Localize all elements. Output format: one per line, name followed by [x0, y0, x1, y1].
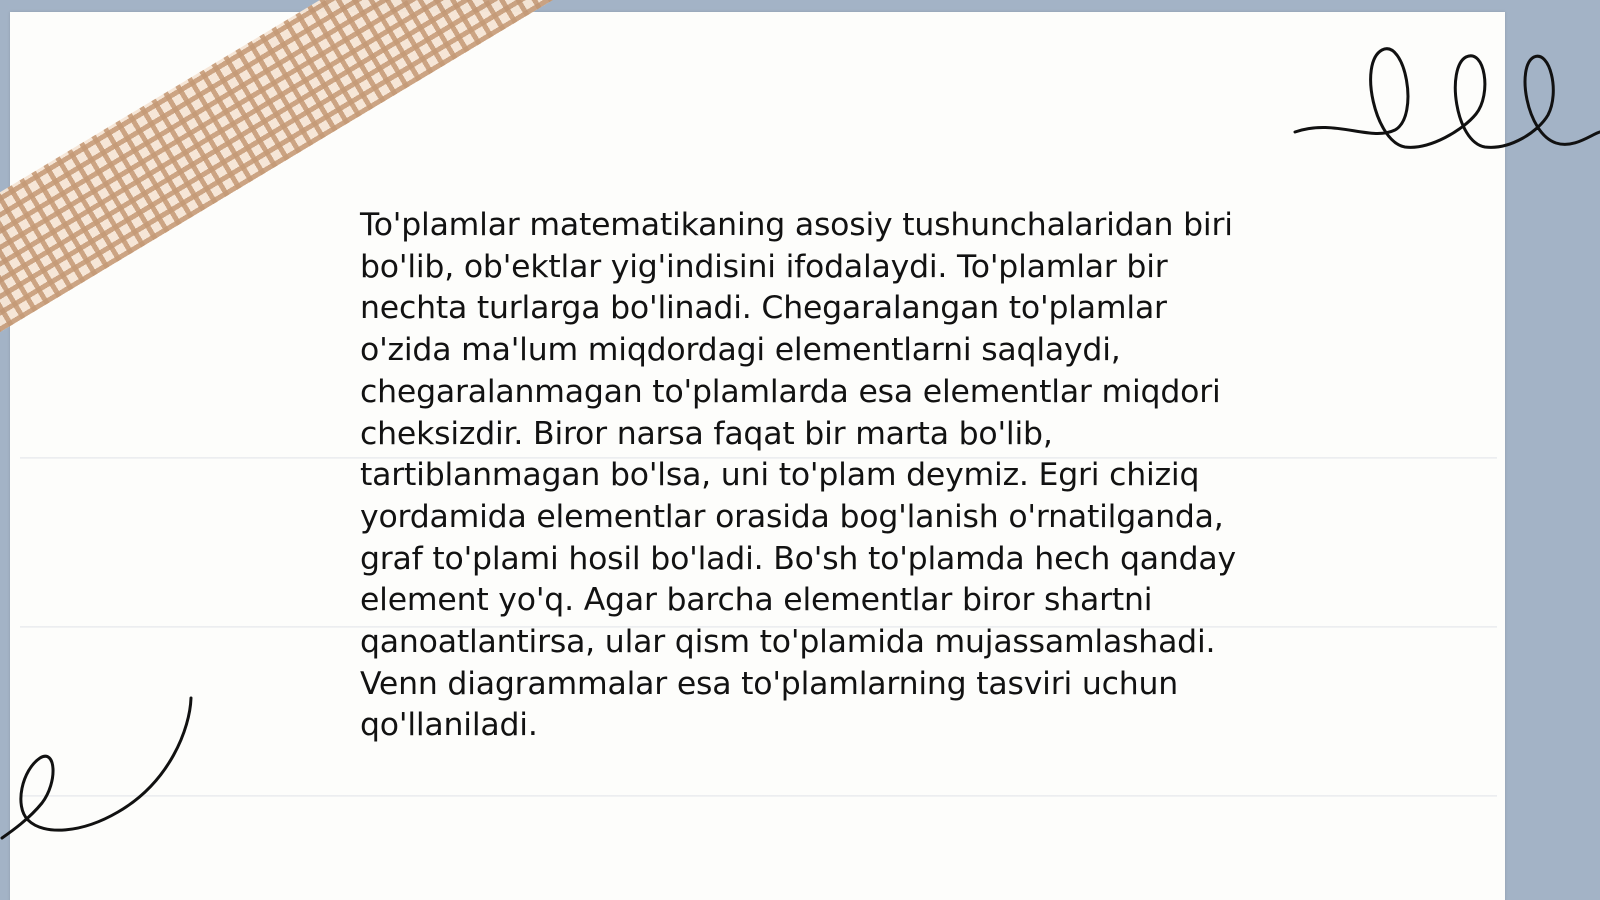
body-paragraph: To'plamlar matematikaning asosiy tushunchalaridan biri bo'lib, ob'ektlar yig'indisini ifodalaydi. To'plamlar bir nechta turlarga bo'linadi. Chegaralangan to'plamlar o'zida ma'lum miqdordagi elementlarni saqlaydi, chegaralanmagan to'plamlarda esa elementlar miqdori cheksizdir. Biror narsa faqat bir marta bo'lib, tartiblanmagan bo'lsa, uni to'plam deymiz. Egri chiziq yordamida elementlar orasida bog'lanish o'rnatilganda, graf to'plami hosil bo'ladi. Bo'sh to'plamda hech qanday element yo'q. Agar barcha elementlar biror shartni qanoatlantirsa, ular qism to'plamida mujassamlashadi. Venn diagrammalar esa to'plamlarning tasviri uchun qo'llaniladi. [360, 207, 1236, 744]
swirl-doodle-icon [0, 690, 210, 850]
paper-rule-line [20, 795, 1497, 797]
loop-scribble-icon [1280, 30, 1600, 170]
